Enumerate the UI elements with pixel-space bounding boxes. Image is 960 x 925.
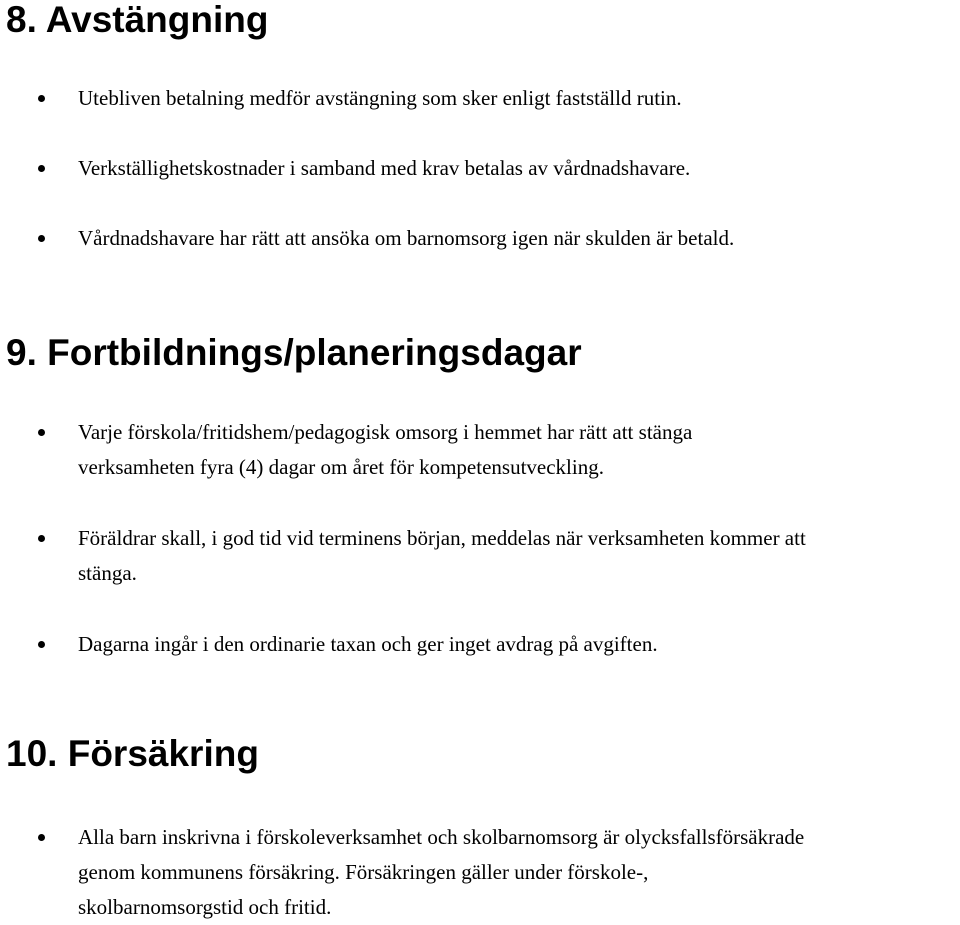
section-heading-forsakring: 10. Försäkring xyxy=(6,733,259,774)
list-item-text: Vårdnadshavare har rätt att ansöka om barnomsorg igen när skulden är betald. xyxy=(78,226,735,250)
list-item-text: Verkställighetskostnader i samband med krav betalas av vårdnadshavare. xyxy=(78,156,691,180)
bullet-icon xyxy=(38,235,45,242)
bullet-icon xyxy=(38,95,45,102)
list-item-text: Varje förskola/fritidshem/pedagogisk omsorg i hemmet har rätt att stänga verksamheten fyra (4) dagar om året för kompetensutveckling. xyxy=(78,420,693,479)
section-heading-avstangning: 8. Avstängning xyxy=(6,0,269,40)
bullet-icon xyxy=(38,834,45,841)
bullet-icon xyxy=(38,641,45,648)
list-item-text: Dagarna ingår i den ordinarie taxan och ger inget avdrag på avgiften. xyxy=(78,632,658,656)
list-item-text: Föräldrar skall, i god tid vid terminens början, meddelas när verksamheten kommer att stänga. xyxy=(78,526,806,585)
bullet-icon xyxy=(38,535,45,542)
list-item-text: Utebliven betalning medför avstängning som sker enligt fastställd rutin. xyxy=(78,86,682,110)
bullet-icon xyxy=(38,429,45,436)
list-item-text: Alla barn inskrivna i förskoleverksamhet och skolbarnomsorg är olycksfallsförsäkrade genom kommunens försäkring. Försäkringen gäller under förskole-, skolbarnomsorgstid och fritid. xyxy=(78,825,805,919)
bullet-icon xyxy=(38,165,45,172)
section-heading-fortbildning: 9. Fortbildnings/planeringsdagar xyxy=(6,332,582,373)
